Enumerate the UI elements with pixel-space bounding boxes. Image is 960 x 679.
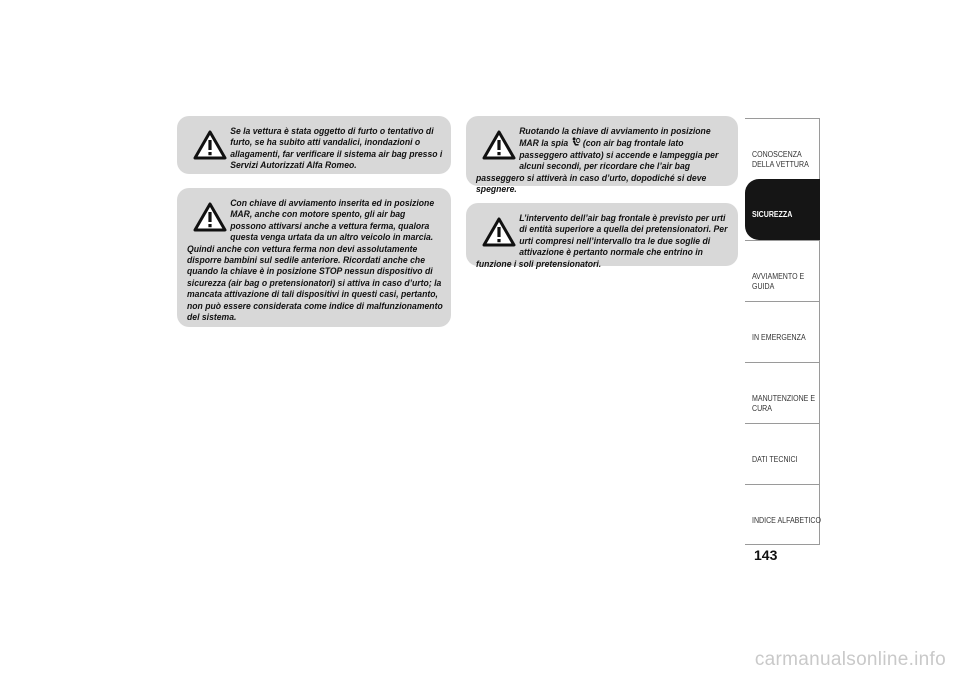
tab-manutenzione-e-cura[interactable] — [745, 362, 820, 423]
warning-box-pretensioners — [466, 203, 738, 270]
tab-label: MANUTENZIONE E CURA — [752, 393, 816, 413]
tab-indice-alfabetico[interactable] — [745, 484, 820, 545]
tab-label: SICUREZZA — [752, 209, 793, 219]
watermark: carmanualsonline.info — [754, 649, 946, 670]
warning-text-ignition-mar: Con chiave di avviamento inserita ed in posizione MAR, anche con motore spento, gli air bag possono attivarsi anche a vettura ferma, qualora questa venga urtata da un altro veicolo in marcia. Quindi anche con vettura ferma non devi assolutamente disporre bambini sul sedile anteriore. Ricordati anche che quando la chiave è in posizione STOP nessun dispositivo di sicurezza (air bag o pretensionatori) si attiva in caso d’urto; la mancata attivazione di tali dispositivi in questi casi, pertanto, non può essere considerata come indice di malfunzionamento del sistema. — [187, 198, 443, 324]
tab-label: CONOSCENZA DELLA VETTURA — [752, 149, 809, 169]
tab-in-emergenza[interactable] — [745, 301, 820, 362]
tab-label: DATI TECNICI — [752, 454, 798, 464]
warning-text-part2: (con air bag frontale lato passeggero attivato) si accende e lampeggia per alcuni secondi, per ricordare che l’air bag passeggero si attiverà in caso d’urto, dopodiché si deve spegnere. — [476, 138, 719, 196]
warning-text-part1: Ruotando la chiave di avviamento in posizione MAR la spia — [519, 126, 711, 150]
tab-label: INDICE ALFABETICO — [752, 515, 821, 525]
warning-box-warning-light — [466, 116, 738, 196]
tab-conoscenza-della-vettura[interactable] — [745, 118, 820, 179]
warning-box-ignition-mar — [177, 188, 451, 327]
warning-text-warning-light — [476, 126, 730, 195]
warning-text-theft: Se la vettura è stata oggetto di furto o tentativo di furto, se ha subito atti vandalici, inondazioni o allagamenti, far verificare il sistema air bag presso i Servizi Autorizzati Alfa Romeo. — [230, 126, 443, 172]
page-number: 143 — [754, 547, 778, 563]
tab-label: IN EMERGENZA — [752, 332, 806, 342]
tab-dati-tecnici[interactable] — [745, 423, 820, 484]
warning-text-pretensioners: L’intervento dell’air bag frontale è previsto per urti di entità superiore a quella dei pretensionatori. Per urti compresi nell’intervallo tra le due soglie di attivazione è pertanto normale che entrino in funzione i soli pretensionatori. — [476, 213, 728, 270]
airbag-warning-light-icon — [571, 137, 581, 147]
tab-label: AVVIAMENTO E GUIDA — [752, 271, 805, 291]
tab-sicurezza[interactable] — [745, 179, 820, 240]
warning-box-theft — [177, 116, 451, 174]
tab-avviamento-e-guida[interactable] — [745, 240, 820, 301]
